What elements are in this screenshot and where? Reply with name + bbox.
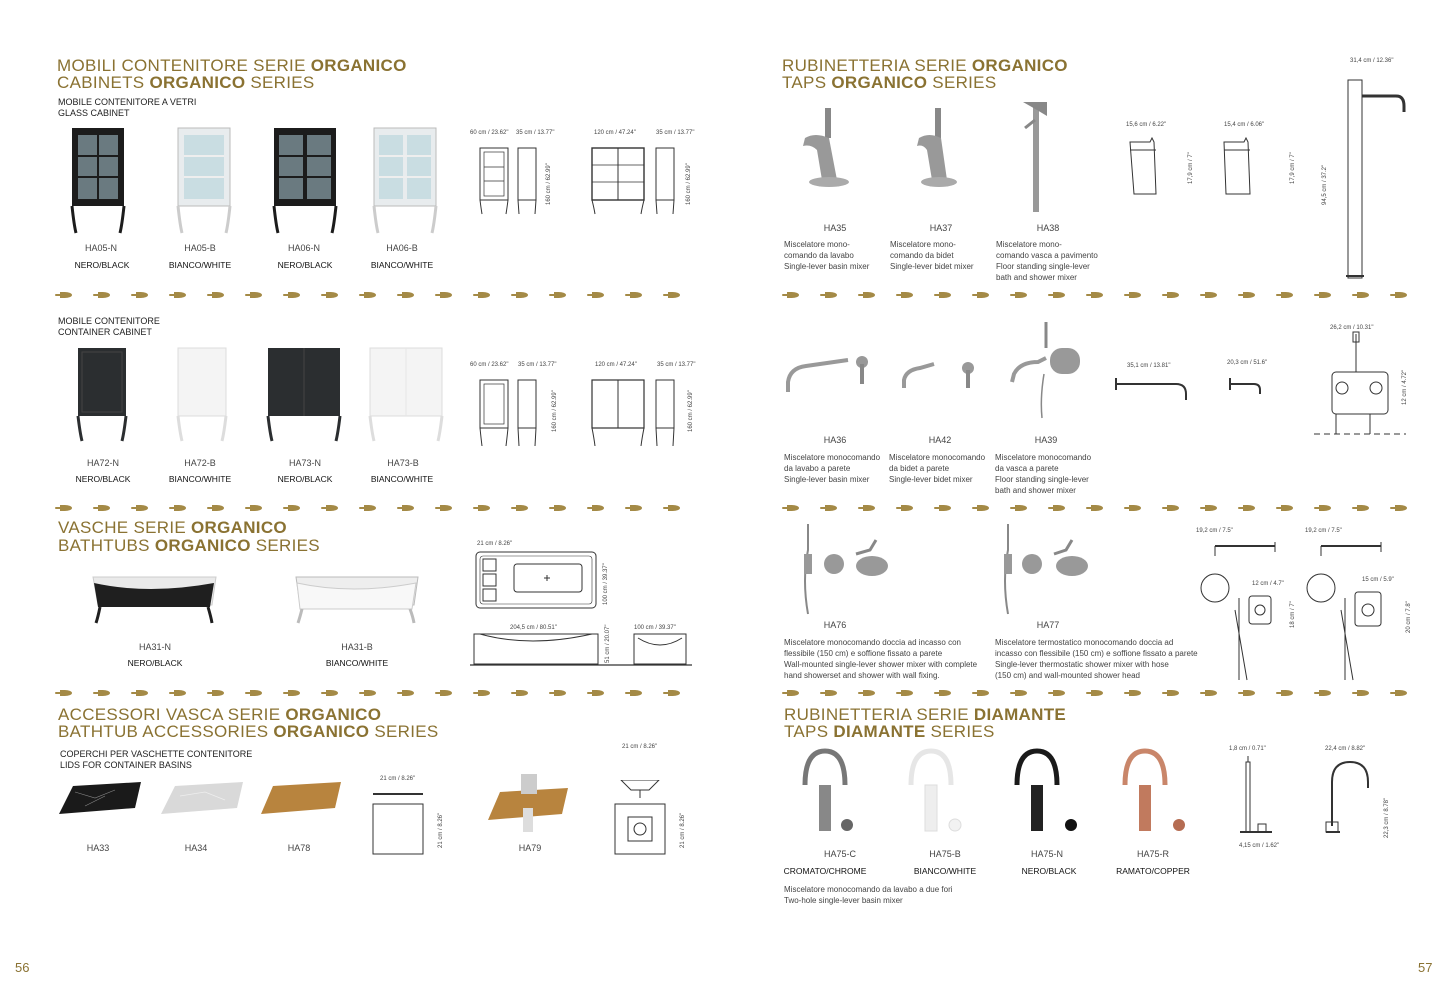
tap-dim-3: 15,4 cm / 6.06" xyxy=(1224,122,1265,128)
droplet-ornament xyxy=(98,505,110,511)
bathtub-drawing xyxy=(470,548,700,670)
bathtub-images xyxy=(88,565,428,635)
divider-left-2 xyxy=(55,503,695,513)
droplet-ornament xyxy=(668,292,680,298)
droplet-ornament xyxy=(977,690,989,696)
shower-dim-6: 20 cm / 7.8" xyxy=(1406,601,1412,633)
tap-ha37 xyxy=(917,108,957,187)
accessories-title-en: BATHTUB ACCESSORIES ORGANICO SERIES xyxy=(58,722,439,741)
shower-dim-1: 19,2 cm / 7.5" xyxy=(1196,528,1233,534)
droplet-ornament xyxy=(1015,292,1027,298)
shower-ha76 xyxy=(804,524,888,614)
shower-dim-5: 15 cm / 5.9" xyxy=(1362,577,1394,583)
accessories-drawing xyxy=(365,780,695,860)
droplet-ornament xyxy=(901,292,913,298)
container-dim-2: 35 cm / 13.77" xyxy=(518,362,557,368)
glass-color-4: BIANCO/WHITE xyxy=(370,260,434,270)
taps-row3-images xyxy=(790,520,1110,620)
cabinets-title-it: MOBILI CONTENITORE SERIE ORGANICO xyxy=(57,56,407,75)
bathtub-ha31-b xyxy=(296,577,418,623)
droplet-ornament xyxy=(250,505,262,511)
tap-desc-ha39: Miscelatore monocomando da vasca a parete Floor standing single-lever bath and shower mixer xyxy=(995,453,1092,495)
diamante-dim-2: 4,15 cm / 1.62" xyxy=(1239,843,1280,849)
container-code-3: HA73-N xyxy=(288,458,321,468)
droplet-ornament xyxy=(1357,505,1369,511)
container-color-2: BIANCO/WHITE xyxy=(168,474,232,484)
droplet-ornament xyxy=(326,505,338,511)
droplet-ornament xyxy=(60,292,72,298)
tap-dim-8: 20,3 cm / 51.6" xyxy=(1227,360,1268,366)
tap-ha75-b xyxy=(911,751,961,831)
droplet-ornament xyxy=(174,690,186,696)
droplet-ornament xyxy=(863,505,875,511)
droplet-ornament xyxy=(977,505,989,511)
droplet-ornament xyxy=(592,505,604,511)
diamante-images xyxy=(795,745,1215,845)
droplet-ornament xyxy=(592,292,604,298)
shower-desc-ha77: Miscelatore termostatico monocomando doccia ad incasso con flessibile (150 cm) e soffione fissato a parete Single-lever thermostatic shower mixer with hose (150 cm) and wall-mounted shower head xyxy=(995,638,1198,680)
droplet-ornament xyxy=(288,505,300,511)
accessories-subtitle: COPERCHI PER VASCHETTE CONTENITORE LIDS FOR CONTAINER BASINS xyxy=(60,749,253,770)
container-cabinets-images xyxy=(60,345,450,445)
glass-code-3: HA06-N xyxy=(287,243,320,253)
diamante-code-c: HA75-C xyxy=(823,849,856,859)
droplet-ornament xyxy=(630,505,642,511)
droplet-ornament xyxy=(478,505,490,511)
droplet-ornament xyxy=(1053,690,1065,696)
droplet-ornament xyxy=(1091,505,1103,511)
glass-color-1: NERO/BLACK xyxy=(74,260,130,270)
tap-dim-5: 31,4 cm / 12.36" xyxy=(1350,58,1394,64)
droplet-ornament xyxy=(787,505,799,511)
droplet-ornament xyxy=(1357,292,1369,298)
glass-cabinet-drawing xyxy=(470,140,710,220)
droplet-ornament xyxy=(326,690,338,696)
droplet-ornament xyxy=(554,505,566,511)
taps-row1-images xyxy=(785,98,1075,218)
droplet-ornament xyxy=(212,292,224,298)
droplet-ornament xyxy=(98,292,110,298)
tap-dim-4: 17,9 cm / 7" xyxy=(1290,152,1296,184)
divider-right-2 xyxy=(782,503,1412,513)
tap-ha35 xyxy=(803,108,849,187)
droplet-ornament xyxy=(440,505,452,511)
taps-row3-drawing xyxy=(1195,540,1415,685)
glass-dim-4: 35 cm / 13.77" xyxy=(656,130,695,136)
droplet-ornament xyxy=(1281,505,1293,511)
diamante-drawing xyxy=(1230,752,1390,842)
droplet-ornament xyxy=(1319,292,1331,298)
tap-ha39 xyxy=(1012,322,1080,418)
glass-dim-6: 160 cm / 62.99" xyxy=(686,163,692,205)
bathtubs-title-it: VASCHE SERIE ORGANICO xyxy=(58,518,287,537)
diamante-dim-1: 1,8 cm / 0.71" xyxy=(1229,746,1266,752)
page-number-right: 57 xyxy=(1418,960,1433,975)
divider-left-3 xyxy=(55,688,695,698)
divider-right-3 xyxy=(782,688,1412,698)
droplet-ornament xyxy=(592,690,604,696)
droplet-ornament xyxy=(1015,505,1027,511)
container-cabinet-subtitle: MOBILE CONTENITORE CONTAINER CABINET xyxy=(58,316,160,337)
glass-dim-1: 60 cm / 23.62" xyxy=(470,130,509,136)
page-number-left: 56 xyxy=(15,960,30,975)
droplet-ornament xyxy=(825,505,837,511)
droplet-ornament xyxy=(787,292,799,298)
droplet-ornament xyxy=(630,292,642,298)
droplet-ornament xyxy=(1167,292,1179,298)
droplet-ornament xyxy=(440,690,452,696)
shower-desc-ha76: Miscelatore monocomando doccia ad incasso con flessibile (150 cm) e soffione fissato a parete Wall-mounted single-lever shower mixer with complete hand showerset and shower with wall fixing. xyxy=(784,638,978,680)
shower-ha77 xyxy=(1004,524,1088,614)
droplet-ornament xyxy=(1129,690,1141,696)
accessory-code-2: HA34 xyxy=(184,843,208,853)
tap-ha75-n xyxy=(1017,751,1077,831)
droplet-ornament xyxy=(939,505,951,511)
diamante-title-en: TAPS DIAMANTE SERIES xyxy=(784,722,995,741)
tap-code-ha42: HA42 xyxy=(928,435,952,445)
droplet-ornament xyxy=(1281,292,1293,298)
droplet-ornament xyxy=(901,505,913,511)
diamante-dim-4: 22,3 cm / 8.78" xyxy=(1384,797,1390,838)
droplet-ornament xyxy=(1015,690,1027,696)
droplet-ornament xyxy=(977,292,989,298)
container-dim-6: 160 cm / 62.99" xyxy=(688,390,694,432)
shower-dim-3: 18 cm / 7" xyxy=(1290,601,1296,628)
bathtub-ha31-n xyxy=(93,577,216,623)
tap-dim-10: 12 cm / 4.72" xyxy=(1402,369,1408,405)
bathtub-code-1: HA31-N xyxy=(138,642,171,652)
accessory-dim-1: 21 cm / 8.26" xyxy=(380,776,416,782)
tap-code-ha36: HA36 xyxy=(823,435,847,445)
glass-dim-2: 35 cm / 13.77" xyxy=(516,130,555,136)
cabinet-ha06-b xyxy=(374,128,436,233)
tap-ha36 xyxy=(788,356,868,392)
accessory-dim-3: 21 cm / 8.26" xyxy=(622,744,658,750)
droplet-ornament xyxy=(863,292,875,298)
lid-ha78 xyxy=(261,782,341,814)
droplet-ornament xyxy=(1395,292,1407,298)
droplet-ornament xyxy=(1243,292,1255,298)
lid-ha34 xyxy=(161,782,243,814)
shower-dim-2: 12 cm / 4.7" xyxy=(1252,581,1284,587)
glass-code-4: HA06-B xyxy=(386,243,418,253)
tap-desc-ha37: Miscelatore mono- comando da bidet Single-lever bidet mixer xyxy=(890,240,974,271)
droplet-ornament xyxy=(1167,505,1179,511)
droplet-ornament xyxy=(1205,292,1217,298)
glass-cabinets-images xyxy=(60,125,450,237)
glass-dim-3: 120 cm / 47.24" xyxy=(594,130,636,136)
diamante-color-b: BIANCO/WHITE xyxy=(913,866,977,876)
droplet-ornament xyxy=(1395,505,1407,511)
droplet-ornament xyxy=(478,690,490,696)
droplet-ornament xyxy=(1243,690,1255,696)
droplet-ornament xyxy=(1281,690,1293,696)
tap-code-ha38: HA38 xyxy=(1036,223,1060,233)
droplet-ornament xyxy=(901,690,913,696)
bathtub-dim-3: 204,5 cm / 80.51" xyxy=(510,625,557,631)
accessory-dim-4: 21 cm / 8.26" xyxy=(680,812,686,848)
container-color-4: BIANCO/WHITE xyxy=(370,474,434,484)
bathtub-color-1: NERO/BLACK xyxy=(127,658,183,668)
droplet-ornament xyxy=(402,292,414,298)
cabinet-ha06-n xyxy=(274,128,336,233)
shower-code-ha77: HA77 xyxy=(1036,620,1060,630)
tap-ha38 xyxy=(1023,102,1047,212)
droplet-ornament xyxy=(1243,505,1255,511)
tap-code-ha35: HA35 xyxy=(823,223,847,233)
droplet-ornament xyxy=(1205,505,1217,511)
droplet-ornament xyxy=(288,292,300,298)
droplet-ornament xyxy=(60,690,72,696)
droplet-ornament xyxy=(825,690,837,696)
droplet-ornament xyxy=(1053,292,1065,298)
tap-desc-ha36: Miscelatore monocomando da lavabo a parete Single-lever basin mixer xyxy=(784,453,881,484)
taps-title-it: RUBINETTERIA SERIE ORGANICO xyxy=(782,56,1068,75)
tap-ha42 xyxy=(904,362,974,388)
glass-color-3: NERO/BLACK xyxy=(277,260,333,270)
droplet-ornament xyxy=(1091,690,1103,696)
glass-color-2: BIANCO/WHITE xyxy=(168,260,232,270)
droplet-ornament xyxy=(1357,690,1369,696)
droplet-ornament xyxy=(478,292,490,298)
container-cabinet-drawing xyxy=(470,372,710,452)
shower-code-ha76: HA76 xyxy=(823,620,847,630)
taps-row2-drawing xyxy=(1110,330,1410,442)
cabinet-ha72-n xyxy=(78,348,126,441)
droplet-ornament xyxy=(212,505,224,511)
droplet-ornament xyxy=(250,292,262,298)
tap-desc-ha35: Miscelatore mono- comando da lavabo Single-lever basin mixer xyxy=(784,240,870,271)
tap-dim-9: 26,2 cm / 10.31" xyxy=(1330,325,1374,331)
bathtub-code-2: HA31-B xyxy=(341,642,373,652)
diamante-dim-3: 22,4 cm / 8.82" xyxy=(1325,746,1366,752)
bathtub-dim-2: 100 cm / 39.37" xyxy=(603,563,609,605)
bathtub-dim-1: 21 cm / 8.26" xyxy=(477,541,513,547)
tap-dim-2: 17,9 cm / 7" xyxy=(1188,152,1194,184)
droplet-ornament xyxy=(440,292,452,298)
accessory-code-4: HA79 xyxy=(518,843,542,853)
droplet-ornament xyxy=(1129,505,1141,511)
container-dim-3: 120 cm / 47.24" xyxy=(595,362,637,368)
droplet-ornament xyxy=(1395,690,1407,696)
cabinet-ha05-b xyxy=(178,128,230,233)
container-color-3: NERO/BLACK xyxy=(277,474,333,484)
glass-code-2: HA05-B xyxy=(184,243,216,253)
cabinets-title-en: CABINETS ORGANICO SERIES xyxy=(57,73,315,92)
tap-ha75-c xyxy=(805,751,853,831)
diamante-code-n: HA75-N xyxy=(1030,849,1063,859)
taps-title-en: TAPS ORGANICO SERIES xyxy=(782,73,997,92)
droplet-ornament xyxy=(1091,292,1103,298)
container-color-1: NERO/BLACK xyxy=(75,474,131,484)
droplet-ornament xyxy=(1167,690,1179,696)
container-code-4: HA73-B xyxy=(387,458,419,468)
diamante-color-r: RAMATO/COPPER xyxy=(1116,866,1190,876)
cabinet-ha05-n xyxy=(72,128,124,233)
droplet-ornament xyxy=(1319,690,1331,696)
bathtub-dim-5: 100 cm / 39.37" xyxy=(634,625,676,631)
diamante-color-c: CROMATO/CHROME xyxy=(783,866,867,876)
droplet-ornament xyxy=(364,690,376,696)
tap-dim-7: 35,1 cm / 13.81" xyxy=(1127,363,1171,369)
droplet-ornament xyxy=(174,505,186,511)
droplet-ornament xyxy=(554,292,566,298)
droplet-ornament xyxy=(668,505,680,511)
bathtub-color-2: BIANCO/WHITE xyxy=(325,658,389,668)
diamante-code-b: HA75-B xyxy=(929,849,961,859)
droplet-ornament xyxy=(516,690,528,696)
glass-cabinet-subtitle: MOBILE CONTENITORE A VETRI GLASS CABINET xyxy=(58,97,197,118)
diamante-desc: Miscelatore monocomando da lavabo a due fori Two-hole single-lever basin mixer xyxy=(784,885,953,905)
tap-code-ha39: HA39 xyxy=(1034,435,1058,445)
accessories-title-it: ACCESSORI VASCA SERIE ORGANICO xyxy=(58,705,382,724)
tap-ha75-r xyxy=(1125,751,1185,831)
tap-code-ha37: HA37 xyxy=(929,223,953,233)
diamante-code-r: HA75-R xyxy=(1136,849,1169,859)
container-dim-1: 60 cm / 23.62" xyxy=(470,362,509,368)
droplet-ornament xyxy=(1205,690,1217,696)
accessory-code-1: HA33 xyxy=(86,843,110,853)
droplet-ornament xyxy=(668,690,680,696)
tap-desc-ha38: Miscelatore mono- comando vasca a pavimento Floor standing single-lever bath and shower mixer xyxy=(996,240,1098,282)
bathtub-dim-4: 51 cm / 20.07" xyxy=(605,624,611,663)
glass-dim-5: 160 cm / 62.99" xyxy=(546,163,552,205)
container-dim-4: 35 cm / 13.77" xyxy=(657,362,696,368)
droplet-ornament xyxy=(863,690,875,696)
container-dim-5: 160 cm / 62.99" xyxy=(552,390,558,432)
droplet-ornament xyxy=(402,505,414,511)
droplet-ornament xyxy=(136,505,148,511)
bathtubs-title-en: BATHTUBS ORGANICO SERIES xyxy=(58,536,320,555)
droplet-ornament xyxy=(212,690,224,696)
accessory-dim-2: 21 cm / 8.26" xyxy=(438,812,444,848)
droplet-ornament xyxy=(250,690,262,696)
cabinet-ha73-b xyxy=(370,348,442,441)
droplet-ornament xyxy=(402,690,414,696)
taps-row1-drawing xyxy=(1110,60,1420,290)
droplet-ornament xyxy=(630,690,642,696)
droplet-ornament xyxy=(787,690,799,696)
droplet-ornament xyxy=(1319,505,1331,511)
droplet-ornament xyxy=(939,292,951,298)
droplet-ornament xyxy=(136,292,148,298)
droplet-ornament xyxy=(326,292,338,298)
droplet-ornament xyxy=(939,690,951,696)
container-code-2: HA72-B xyxy=(184,458,216,468)
diamante-color-n: NERO/BLACK xyxy=(1021,866,1077,876)
container-code-1: HA72-N xyxy=(86,458,119,468)
tap-dim-1: 15,6 cm / 6.22" xyxy=(1126,122,1167,128)
shower-dim-4: 19,2 cm / 7.5" xyxy=(1305,528,1342,534)
diamante-title-it: RUBINETTERIA SERIE DIAMANTE xyxy=(784,705,1067,724)
droplet-ornament xyxy=(1053,505,1065,511)
lid-ha33 xyxy=(59,782,141,814)
cabinet-ha73-n xyxy=(268,348,340,441)
glass-code-1: HA05-N xyxy=(84,243,117,253)
droplet-ornament xyxy=(516,292,528,298)
taps-row2-images xyxy=(780,318,1110,428)
droplet-ornament xyxy=(825,292,837,298)
tap-dim-6: 94,5 cm / 37.2" xyxy=(1322,164,1328,205)
droplet-ornament xyxy=(1129,292,1141,298)
cabinet-ha72-b xyxy=(178,348,226,441)
droplet-ornament xyxy=(364,505,376,511)
divider-right-1 xyxy=(782,290,1412,300)
droplet-ornament xyxy=(60,505,72,511)
droplet-ornament xyxy=(288,690,300,696)
droplet-ornament xyxy=(554,690,566,696)
droplet-ornament xyxy=(516,505,528,511)
divider-left-1 xyxy=(55,290,695,300)
droplet-ornament xyxy=(364,292,376,298)
accessory-code-3: HA78 xyxy=(287,843,311,853)
droplet-ornament xyxy=(174,292,186,298)
droplet-ornament xyxy=(98,690,110,696)
droplet-ornament xyxy=(136,690,148,696)
tap-desc-ha42: Miscelatore monocomando da bidet a parete Single-lever bidet mixer xyxy=(889,453,986,484)
